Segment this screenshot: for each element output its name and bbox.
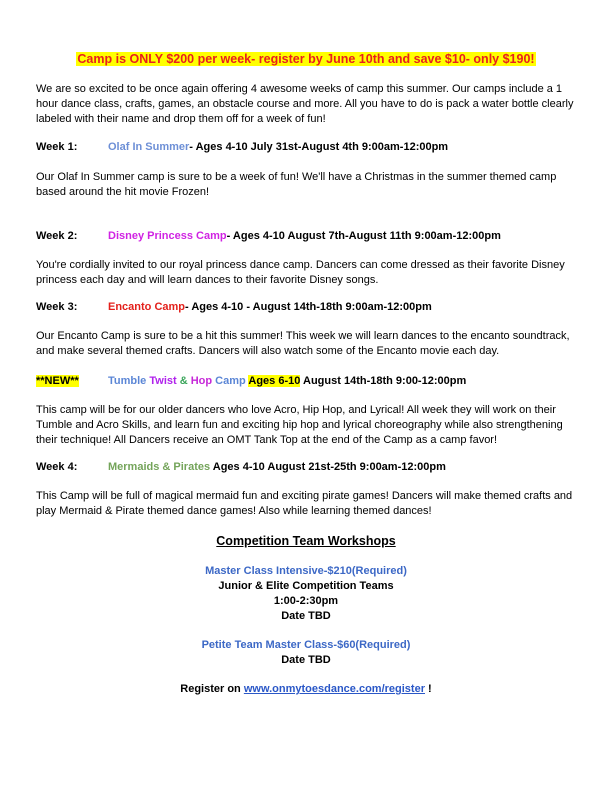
- price-headline: [0, 51, 612, 67]
- week4-heading: [36, 460, 596, 475]
- register-link[interactable]: www.onmytoesdance.com/register: [243, 683, 425, 695]
- register-suffix: !: [425, 683, 432, 695]
- new-camp-description: This camp will be for our older dancers who love Acro, Hip Hop, and Lyrical! All week they will work on their Tumble and Acro Skills, and learn fun and exciting hip hop and lyrical choreography while also strengthening their technique! All Dancers receive an OMT Tank Top at the end of the Camp as a camp favor!: [36, 404, 563, 446]
- competition-teams-line: Junior & Elite Competition Teams: [218, 580, 394, 592]
- price-headline-text: Camp is ONLY $200 per week- register by June 10th and save $10- only $190!: [77, 52, 535, 66]
- week1-description: Our Olaf In Summer camp is sure to be a week of fun! We'll have a Christmas in the summer themed camp based around the hit movie Frozen!: [36, 171, 557, 198]
- new-camp-name-tumble: Tumble: [108, 375, 150, 387]
- petite-class-line: Petite Team Master Class-$60(Required): [201, 639, 411, 651]
- week4-description: This Camp will be full of magical mermaid fun and exciting pirate games! Dancers will make themed crafts and play Mermaid & Pirate themed dance games! Also while learning themed dances!: [36, 490, 573, 517]
- week1-heading: [36, 140, 596, 155]
- new-camp-name-twist: Twist: [149, 375, 177, 387]
- register-line: [0, 682, 612, 697]
- week1-label: Week 1:: [36, 141, 78, 153]
- week3-heading: [36, 300, 596, 315]
- week4-details: Ages 4-10 August 21st-25th 9:00am-12:00pm: [210, 461, 446, 473]
- week2-heading: [36, 229, 596, 244]
- new-camp-ages: Ages 6-10: [248, 375, 301, 387]
- master-class-time: 1:00-2:30pm: [273, 595, 339, 607]
- new-camp-name-camp: Camp: [212, 375, 246, 387]
- week1-details: - Ages 4-10 July 31st-August 4th 9:00am-12:00pm: [189, 141, 449, 153]
- week1-camp-name: Olaf In Summer: [108, 141, 190, 153]
- new-camp-name-amp: &: [176, 375, 191, 387]
- week2-description: You're cordially invited to our royal princess dance camp. Dancers can come dressed as their favorite Disney princess each day and will learn dances to their favorite Disney songs.: [36, 259, 565, 286]
- competition-title: Competition Team Workshops: [216, 534, 396, 548]
- new-badge: **NEW**: [36, 375, 79, 387]
- week2-details: - Ages 4-10 August 7th-August 11th 9:00am-12:00pm: [226, 230, 501, 242]
- new-camp-heading: [36, 374, 596, 389]
- intro-paragraph: We are so excited to be once again offering 4 awesome weeks of camp this summer. Our camps include a 1 hour dance class, crafts, games, an obstacle course and more. All you have to do is pack a water bottle clearly labeled with their name and drop them off for a week of fun!: [36, 83, 574, 125]
- new-camp-details: August 14th-18th 9:00-12:00pm: [300, 375, 467, 387]
- week3-description: Our Encanto Camp is sure to be a hit this summer! This week we will learn dances to the encanto soundtrack, and make several themed crafts. Dancers will also watch some of the Encanto movie each day.: [36, 330, 570, 357]
- register-prefix: Register on: [180, 683, 244, 695]
- week2-camp-name: Disney Princess Camp: [108, 230, 227, 242]
- master-class-line: Master Class Intensive-$210(Required): [205, 565, 407, 577]
- week4-camp-name: Mermaids & Pirates: [108, 461, 211, 473]
- petite-class-date: Date TBD: [281, 654, 331, 666]
- master-class-date: Date TBD: [281, 610, 331, 622]
- week3-camp-name: Encanto Camp: [108, 301, 186, 313]
- week3-details: - Ages 4-10 - August 14th-18th 9:00am-12:00pm: [185, 301, 432, 313]
- week4-label: Week 4:: [36, 461, 78, 473]
- week2-label: Week 2:: [36, 230, 78, 242]
- new-camp-name-hop: Hop: [190, 375, 213, 387]
- week3-label: Week 3:: [36, 301, 78, 313]
